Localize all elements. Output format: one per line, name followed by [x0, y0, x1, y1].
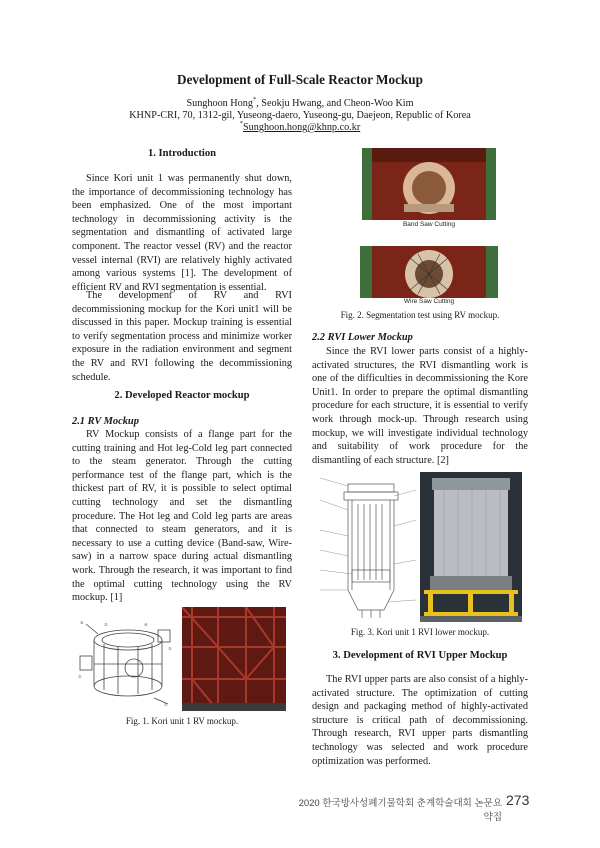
figure-3-caption: Fig. 3. Kori unit 1 RVI lower mockup. — [350, 627, 490, 637]
rvi-lower-paragraph: Since the RVI lower parts consist of a highly-activated structures, the RVI dismantling work is one of the difficulties in decommissioning the Kore Unit1. In order to prepare the optimal dismantling procedure for each structure, it is essential to verify work through mock-up. Through research using mockup, we will investigate individual technology and suitability of work procedure for the dismantling of each structure. [2] — [312, 346, 528, 466]
corresponding-mark: * — [252, 96, 257, 103]
svg-text:⑤: ⑤ — [104, 622, 108, 627]
intro-paragraph-1: Since Kori unit 1 was permanently shut down, the importance of decommissioning technology has been emphasized. One of the most important technology in decommissioning activity is the segmentation and dismantling of activated large component. The reactor vessel (RV) and the reactor vessel internal (RVI) are relatively highly activated among various systems [1]. The development of efficient RV and RVI segmentation is essential. — [72, 173, 292, 293]
section-heading-developed-mockup: 2. Developed Reactor mockup — [114, 390, 250, 401]
band-saw-label: Band Saw Cutting — [402, 221, 456, 228]
page-number: 273 — [506, 792, 530, 808]
conference-footer: 2020 한국방사성폐기물학회 춘계학술대회 논문요약집 — [298, 798, 502, 823]
svg-text:③: ③ — [168, 646, 172, 651]
intro-paragraph-2: The development of RV and RVI decommissioning mockup for the Kori unit1 will be discussed in this paper. Mockup training is essential to verify segmentation process and minimize worker exposure in the radiation environment and segment the RV and RVI following the decommissioning schedule. — [72, 290, 292, 383]
affiliation: KHNP-CRI, 70, 1312-gil, Yuseong-daero, Yuseong-gu, Daejeon, Republic of Korea — [129, 110, 471, 121]
rv-mockup-photo — [182, 607, 286, 711]
author-list — [0, 98, 600, 109]
section-heading-introduction: 1. Introduction — [147, 148, 217, 159]
rvi-lower-drawing — [318, 470, 418, 622]
section-heading-rvi-upper: 3. Development of RVI Upper Mockup — [332, 650, 508, 661]
svg-text:⑥: ⑥ — [80, 620, 84, 625]
band-saw-cutting-photo — [362, 148, 496, 220]
co-authors: , Seokju Hwang, and Cheon-Woo Kim — [256, 98, 414, 109]
paper-title: Development of Full-Scale Reactor Mockup — [177, 72, 423, 87]
subsection-heading-rv-mockup: 2.1 RV Mockup — [72, 416, 139, 427]
author-email-link[interactable]: Sunghoon.hong@khnp.co.kr — [243, 122, 361, 133]
corresponding-author: Sunghoon Hong — [186, 98, 253, 109]
svg-text:④: ④ — [144, 622, 148, 627]
rvi-lower-photo — [420, 472, 522, 622]
subsection-heading-rvi-lower: 2.2 RVI Lower Mockup — [312, 332, 413, 343]
svg-text:②: ② — [78, 674, 82, 679]
wire-saw-label: Wire Saw Cutting — [403, 298, 455, 305]
wire-saw-cutting-photo — [360, 246, 498, 298]
figure-1-caption: Fig. 1. Kori unit 1 RV mockup. — [125, 716, 239, 726]
figure-2-caption: Fig. 2. Segmentation test using RV mockup. — [340, 310, 500, 320]
email-mark: * — [239, 120, 244, 127]
rv-mockup-paragraph: RV Mockup consists of a flange part for the cutting training and Hot leg-Cold leg part connected to the steam generator. Through the cutting performance test of the flange part, which is the thickest part of RV, it is possible to select optimal cutting technology and set the dismantling procedure. The Hot leg and Cold leg parts are areas that connected to steam generators, and it is necessary to use a cutting device (Band-saw, Wire-saw) in a narrow space during actual dismantling work. Through the research, it was important to find the optimal cutting technology using the RV mockup. [1] — [72, 429, 292, 604]
rv-mockup-line-drawing — [74, 606, 178, 710]
svg-text:①: ① — [164, 702, 168, 707]
rvi-upper-paragraph: The RVI upper parts are also consist of a highly-activated structure. The optimization of cutting design and packaging method of highly-activated structure is critical path of decommissioning. Through research, RVI upper parts dismantling technology was selected and work procedure optimization was performed. — [312, 674, 528, 767]
email-line — [0, 122, 600, 133]
